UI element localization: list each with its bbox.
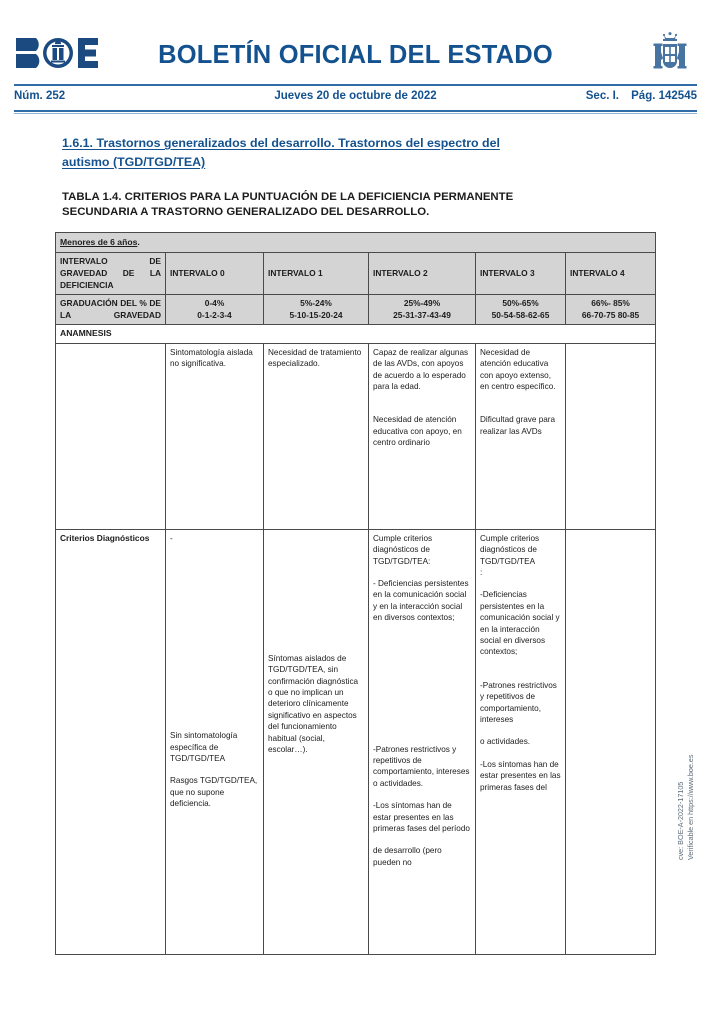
anamnesis-cell-interval-3 xyxy=(476,343,566,529)
graduation-cell-0 xyxy=(166,295,264,325)
criterios-cell-interval-0 xyxy=(166,529,264,954)
subheader-bar xyxy=(14,88,697,108)
criterios-cell-interval-2-part-d: -Los síntomas han de estar presentes en las primeras fases del período xyxy=(373,801,470,834)
publication-title: BOLETÍN OFICIAL DEL ESTADO xyxy=(158,41,553,69)
page-number: Pág. 142545 xyxy=(631,90,697,102)
spacer xyxy=(480,748,561,759)
graduation-percent-2: 25%-49% xyxy=(403,298,441,309)
graduation-scale-0: 0-1-2-3-4 xyxy=(197,309,232,320)
header-interval-0: INTERVALO 0 xyxy=(166,253,264,295)
criterios-cell-interval-1-text: Síntomas aislados de TGD/TGD/TEA, sin confirmación diagnóstica o que no implican un deterioro clínicamente significativo en aspectos del funcionamiento habitual (social, escolar…). xyxy=(268,653,359,755)
masthead xyxy=(0,0,711,80)
header-interval-3: INTERVALO 3 xyxy=(476,253,566,295)
table-scope-label: Menores de 6 años xyxy=(60,237,138,247)
criterios-cell-interval-3-colon: : xyxy=(480,568,483,577)
spacer xyxy=(480,658,561,680)
header-interval-2: INTERVALO 2 xyxy=(369,253,476,295)
anamnesis-cell-interval-1: Necesidad de tratamiento especializado. xyxy=(264,343,369,529)
spacer xyxy=(268,533,364,653)
anamnesis-rowlabel-cell xyxy=(56,343,166,529)
criterios-cell-interval-1 xyxy=(264,529,369,954)
spacer xyxy=(373,624,471,744)
graduation-scale-2: 25-31-37-43-49 xyxy=(393,309,451,320)
header-graduation-label: GRADUACIÓN DEL % DE LA GRAVEDAD xyxy=(56,295,166,325)
spacer xyxy=(480,392,561,414)
table-caption xyxy=(62,190,624,219)
criterios-cell-interval-2-part-e: de desarrollo (pero pueden no xyxy=(373,846,442,867)
criteria-table xyxy=(55,232,656,955)
criterios-cell-interval-3 xyxy=(476,529,566,954)
graduation-percent-4: 66%- 85% xyxy=(591,298,630,309)
anamnesis-cell-interval-0: Sintomatología aislada no significativa. xyxy=(166,343,264,529)
anamnesis-band-label: ANAMNESIS xyxy=(56,325,656,343)
header-rule-bottom-thin xyxy=(14,113,697,114)
header-interval-4: INTERVALO 4 xyxy=(566,253,656,295)
graduation-percent-0: 0-4% xyxy=(204,298,225,309)
criterios-cell-interval-3-part-c: -Patrones restrictivos y repetitivos de comportamiento, intereses xyxy=(480,680,557,725)
criterios-cell-interval-3-part-a: Cumple criterios diagnósticos de TGD/TGD/TEA xyxy=(480,533,540,566)
graduation-cell-4 xyxy=(566,295,656,325)
anamnesis-cell-interval-3-part-a: Necesidad de atención educativa con apoyo extenso, en centro específico. xyxy=(480,347,556,391)
table-header-intervals xyxy=(56,253,656,295)
section-label: Sec. I. xyxy=(585,90,619,102)
graduation-cell-1 xyxy=(264,295,369,325)
spacer xyxy=(480,725,561,736)
spacer xyxy=(373,834,471,845)
criterios-cell-interval-3-part-d: o actividades. xyxy=(480,737,531,747)
graduation-cell-2 xyxy=(369,295,476,325)
criterios-cell-interval-3-part-b: -Deficiencias persistentes en la comunicación social y en la interacción social en diversos contextos; xyxy=(480,590,560,657)
table-row-anamnesis-content xyxy=(56,343,656,529)
section-heading-line2: autismo (TGD/TGD/TEA) xyxy=(62,155,206,169)
graduation-scale-3: 50-54-58-62-65 xyxy=(491,309,550,320)
header-interval-1: INTERVALO 1 xyxy=(264,253,369,295)
spacer xyxy=(170,764,259,775)
criterios-cell-interval-0-part-b: Rasgos TGD/TGD/TEA, que no supone deficiencia. xyxy=(170,776,258,809)
spacer xyxy=(373,789,471,800)
criterios-cell-interval-2-part-b: - Deficiencias persistentes en la comunicación social y en la interacción social en diversos contextos; xyxy=(373,579,469,623)
table-caption-line1: TABLA 1.4. CRITERIOS PARA LA PUNTUACIÓN DE LA DEFICIENCIA PERMANENTE xyxy=(62,191,514,203)
spacer xyxy=(170,544,259,730)
table-band-anamnesis xyxy=(56,325,656,343)
graduation-percent-3: 50%-65% xyxy=(502,298,539,309)
criterios-cell-interval-4 xyxy=(566,529,656,954)
anamnesis-cell-interval-3-part-b: Dificultad grave para realizar las AVDs xyxy=(480,415,556,436)
header-rule-bottom xyxy=(14,110,697,112)
spacer xyxy=(373,567,471,578)
table-row-criterios-diagnosticos xyxy=(56,529,656,954)
header-rule-top xyxy=(14,84,697,86)
graduation-scale-1: 5-10-15-20-24 xyxy=(289,309,343,320)
section-heading-line1: 1.6.1. Trastornos generalizados del desarrollo. Trastornos del espectro del xyxy=(62,136,500,150)
section-heading xyxy=(62,134,624,172)
issue-date: Jueves 20 de octubre de 2022 xyxy=(274,90,437,102)
cve-verify-url: Verificable en https://www.boe.es xyxy=(685,754,695,860)
anamnesis-cell-interval-2-part-a: Capaz de realizar algunas de las AVDs, con apoyos de acuerdo a lo esperado para la edad. xyxy=(373,347,469,391)
table-header-graduation xyxy=(56,295,656,325)
issue-number: Núm. 252 xyxy=(14,90,66,102)
criterios-cell-interval-2-part-c: -Patrones restrictivos y repetitivos de comportamiento, intereses o actividades. xyxy=(373,744,470,788)
anamnesis-cell-interval-2 xyxy=(369,343,476,529)
anamnesis-cell-interval-2-part-b: Necesidad de atención educativa con apoyo, en centro ordinario xyxy=(373,415,462,448)
header-interval-severity: INTERVALO DE GRAVEDAD DE LA DEFICIENCIA xyxy=(56,253,166,295)
graduation-percent-1: 5%-24% xyxy=(300,298,332,309)
graduation-cell-3 xyxy=(476,295,566,325)
criterios-cell-interval-3-part-e: -Los síntomas han de estar presentes en las primeras fases del xyxy=(480,759,561,792)
criterios-cell-interval-2 xyxy=(369,529,476,954)
spacer xyxy=(373,392,471,414)
criterios-cell-interval-2-part-a: Cumple criterios diagnósticos de TGD/TGD/TEA: xyxy=(373,533,433,566)
anamnesis-cell-interval-4 xyxy=(566,343,656,529)
coat-of-arms-icon xyxy=(648,30,692,80)
table-caption-line2: SECUNDARIA A TRASTORNO GENERALIZADO DEL DESARROLLO. xyxy=(62,205,430,218)
criterios-cell-interval-0-dash: - xyxy=(170,533,173,543)
criterios-cell-interval-0-part-a: Sin sintomatología específica de TGD/TGD/TEA xyxy=(170,731,238,763)
graduation-scale-4: 66-70-75 80-85 xyxy=(581,309,640,320)
spacer xyxy=(480,578,561,589)
table-scope-cell xyxy=(56,233,656,253)
table-scope-row xyxy=(56,233,656,253)
cve-code: cve: BOE-A-2022-17105 xyxy=(676,781,685,860)
criterios-row-label: Criterios Diagnósticos xyxy=(56,529,166,954)
table-scope-suffix: . xyxy=(137,237,140,247)
cve-sidenote xyxy=(676,710,695,860)
